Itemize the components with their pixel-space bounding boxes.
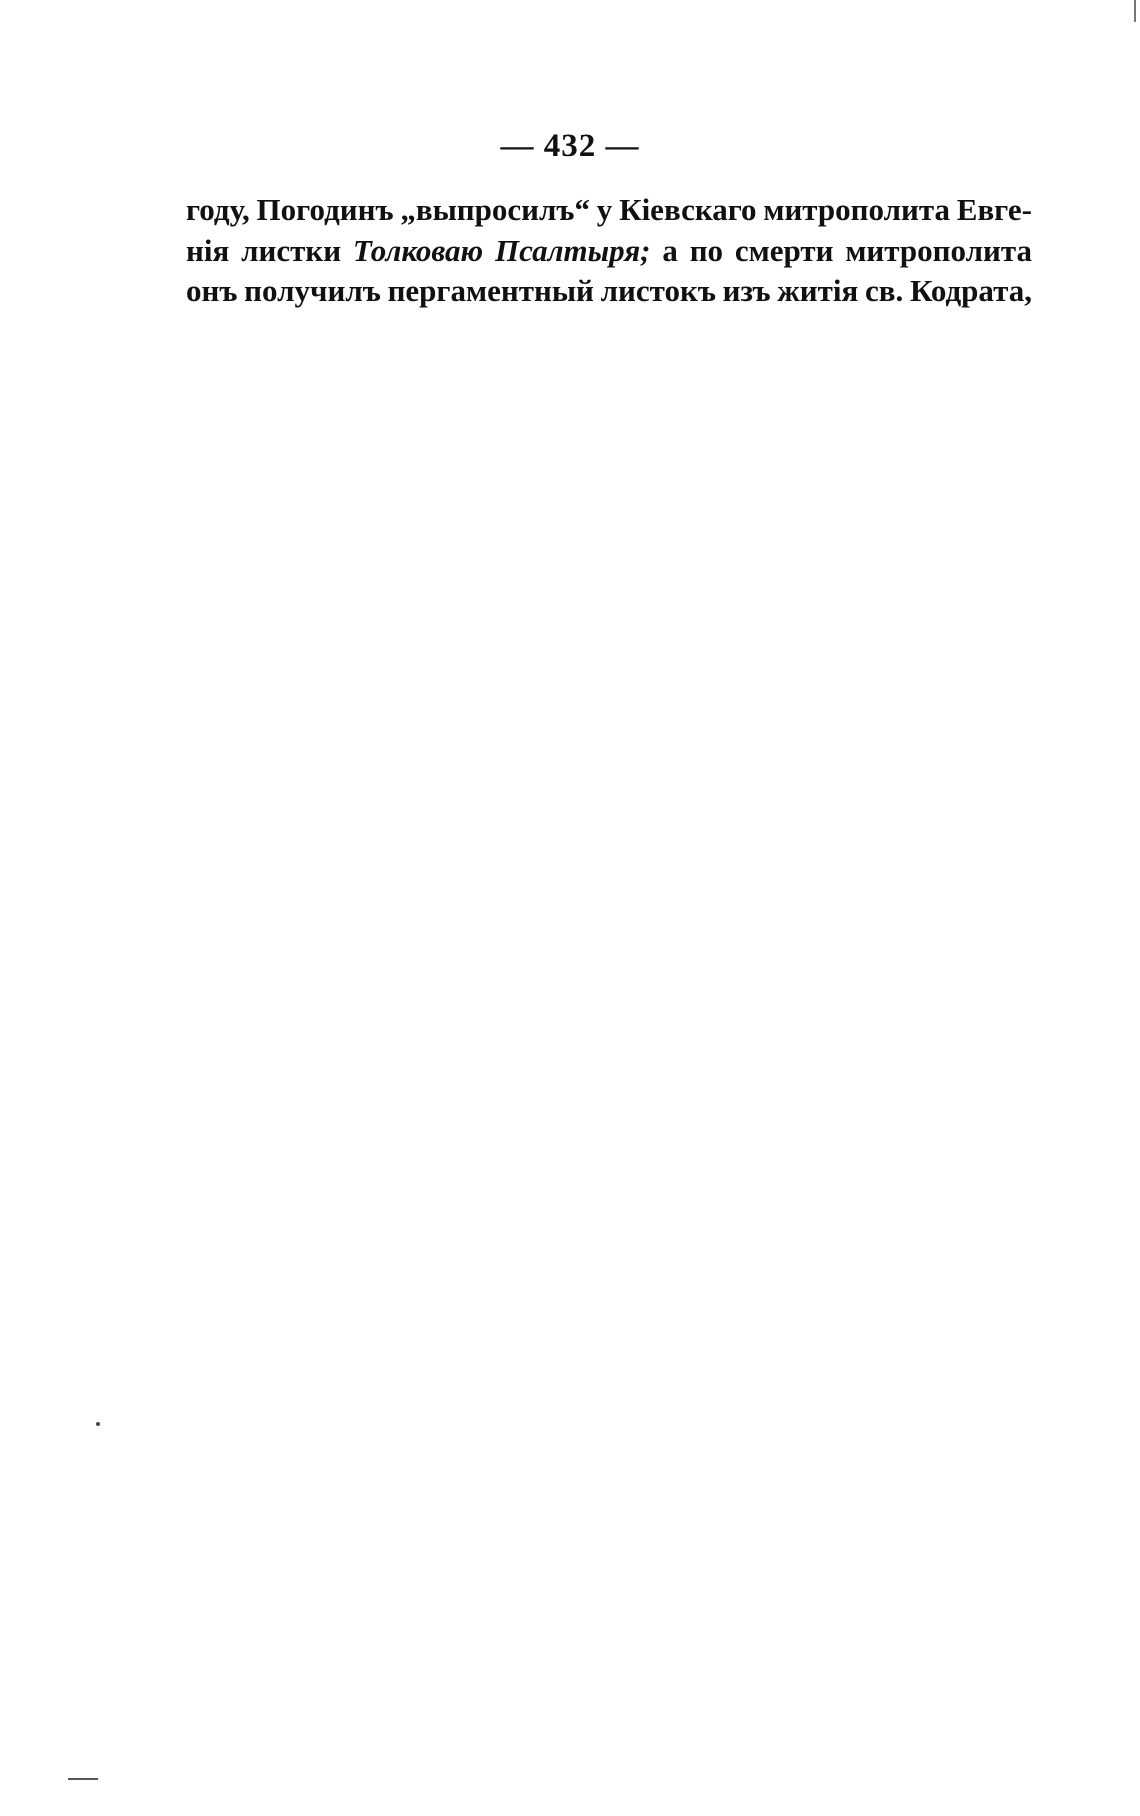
word (244, 271, 381, 312)
word-segment: году, (186, 192, 250, 227)
word (400, 190, 590, 231)
word (257, 190, 394, 231)
page-number: — 432 — (500, 128, 640, 164)
word-segment: пергаментный (387, 273, 594, 309)
word (186, 231, 229, 272)
body-text (186, 190, 1032, 312)
word-segment: митрополита (763, 192, 950, 227)
text-line (186, 190, 1032, 231)
word-segment: по (689, 232, 724, 268)
word-segment: Кодрата, (909, 273, 1032, 309)
word (723, 271, 771, 312)
word (690, 231, 723, 272)
word-segment: митрополита (845, 232, 1032, 268)
word-segment: листки (241, 232, 342, 268)
scan-edge-mark (1134, 0, 1136, 22)
word-segment: Псалтыря; (495, 232, 651, 268)
word (186, 190, 250, 231)
word-segment: получилъ (244, 273, 381, 309)
word (845, 231, 1032, 272)
word (241, 231, 341, 272)
word-segment: житія (777, 273, 859, 309)
word (597, 190, 613, 231)
word-segment: листокъ (600, 273, 716, 309)
word-segment: изъ (722, 273, 771, 309)
word-segment: у (596, 192, 613, 227)
word (763, 190, 950, 231)
word (662, 231, 678, 272)
word (910, 271, 1032, 312)
word-segment: онъ (186, 273, 238, 309)
text-line (186, 231, 1032, 272)
word-segment: нія (186, 232, 230, 268)
word-segment: а (662, 232, 678, 268)
word-segment: смерти (734, 232, 834, 268)
footnote-rule (68, 1778, 98, 1780)
word-segment: Толковаю (352, 232, 484, 268)
word-segment: Кіевскаго (619, 192, 757, 227)
word-segment: Евге- (956, 192, 1032, 227)
word (865, 271, 903, 312)
word (353, 231, 483, 272)
word-segment: Погодинъ (256, 192, 394, 227)
word (601, 271, 716, 312)
word (735, 231, 834, 272)
word (619, 190, 756, 231)
scan-speck (96, 1422, 100, 1426)
word (186, 271, 237, 312)
text-line (186, 271, 1032, 312)
word (495, 231, 650, 272)
word-segment: св. (864, 273, 904, 309)
word-segment: „выпросилъ“ (400, 192, 590, 227)
word (777, 271, 858, 312)
word (388, 271, 594, 312)
word (957, 190, 1032, 231)
